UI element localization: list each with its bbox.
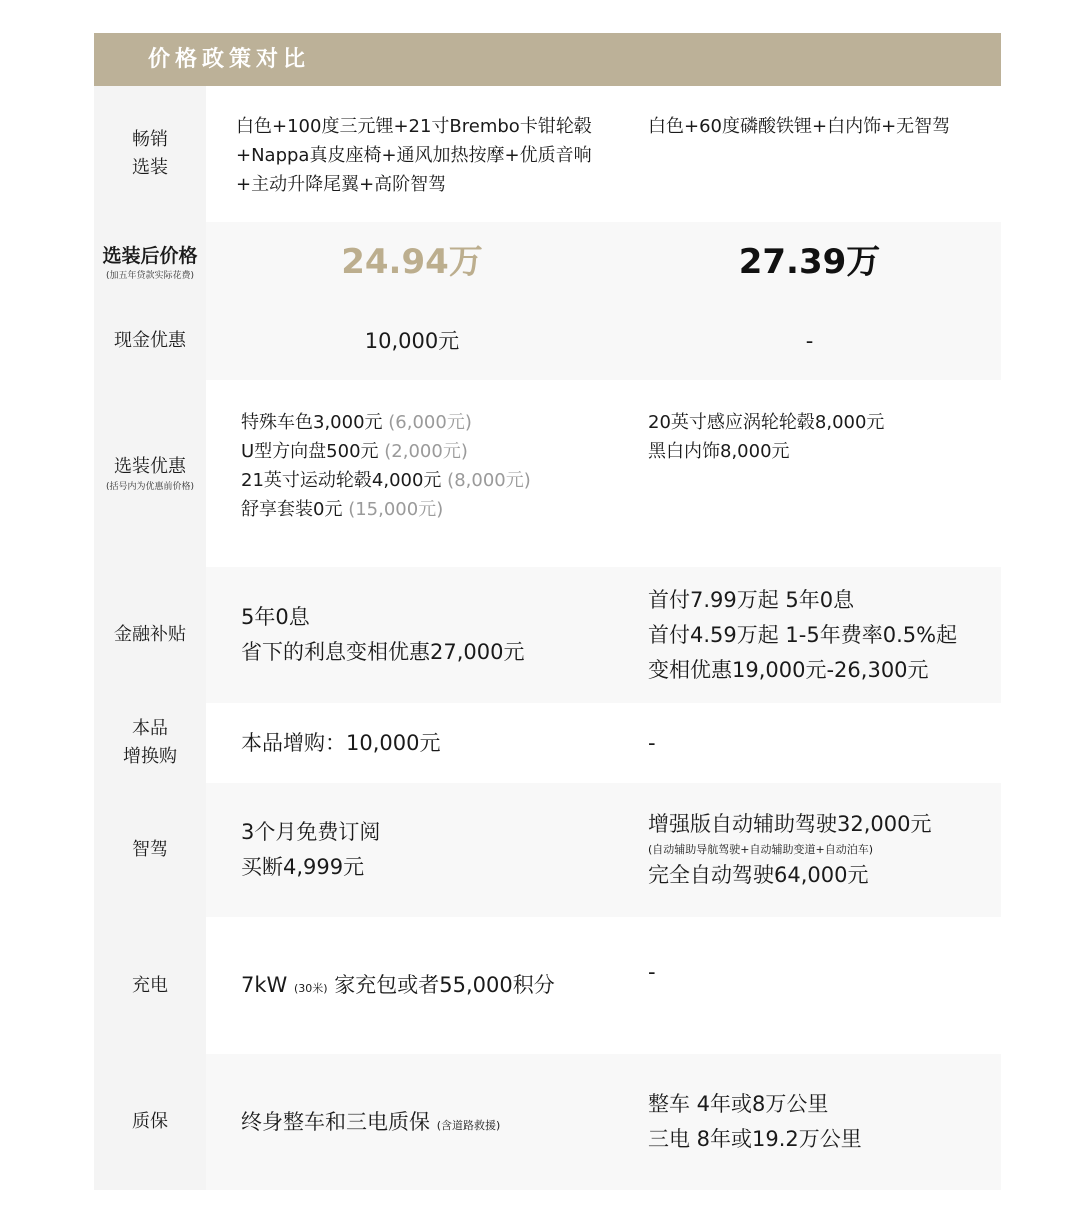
cash-right-value: -	[618, 302, 1001, 380]
charging-right: -	[648, 960, 656, 984]
row-option-discount	[94, 380, 1001, 567]
option-item: 特殊车色3,000元 (6,000元)	[241, 412, 472, 433]
price-right-value: 27.39万	[618, 222, 1001, 302]
popular-left: 白色+100度三元锂+21寸Brembo卡钳轮毂 +Nappa真皮座椅+通风加热按摩+优质音响 +主动升降尾翼+高阶智驾	[236, 116, 592, 195]
tradein-left: 本品增购：10,000元	[241, 730, 441, 755]
label-charging: 充电	[94, 917, 206, 1054]
price-policy-table	[94, 33, 1001, 1190]
row-popular-options	[94, 86, 1001, 222]
option-item: U型方向盘500元 (2,000元)	[241, 441, 468, 462]
option-item: 舒享套装0元 (15,000元)	[241, 499, 444, 520]
table-header	[94, 33, 1001, 86]
row-warranty	[94, 1054, 1001, 1190]
finance-left: 5年0息 省下的利息变相优惠27,000元	[206, 567, 618, 703]
label-adas: 智驾	[94, 783, 206, 917]
option-item: 21英寸运动轮毂4,000元 (8,000元)	[241, 470, 531, 491]
label-trade-in: 本品 增换购	[94, 703, 206, 783]
table-title: 价格政策对比	[148, 47, 311, 72]
label-warranty: 质保	[94, 1054, 206, 1190]
label-cash-discount: 现金优惠	[94, 302, 206, 380]
option-left	[206, 380, 618, 567]
row-trade-in	[94, 703, 1001, 783]
charging-left: 7kW (30米) 家充包或者55,000积分	[241, 973, 555, 997]
tradein-right: -	[648, 730, 656, 755]
adas-right: 增强版自动辅助驾驶32,000元 (自动辅助导航驾驶+自动辅助变道+自动泊车) 完全自动驾驶64,000元	[618, 783, 1001, 917]
finance-right: 首付7.99万起 5年0息 首付4.59万起 1-5年费率0.5%起 变相优惠19,000元-26,300元	[618, 567, 1001, 703]
row-finance	[94, 567, 1001, 703]
warranty-left: 终身整车和三电质保 (含道路救援)	[206, 1054, 618, 1190]
row-price	[94, 222, 1001, 302]
label-option-discount: 选装优惠 (括号内为优惠前价格)	[94, 380, 206, 567]
label-finance: 金融补贴	[94, 567, 206, 703]
label-popular-options: 畅销 选装	[94, 86, 206, 222]
popular-right: 白色+60度磷酸铁锂+白内饰+无智驾	[648, 116, 951, 137]
adas-left: 3个月免费订阅 买断4,999元	[206, 783, 618, 917]
warranty-right: 整车 4年或8万公里 三电 8年或19.2万公里	[618, 1054, 1001, 1190]
cash-left-value: 10,000元	[206, 302, 618, 380]
price-left-value: 24.94万	[206, 222, 618, 302]
option-right: 20英寸感应涡轮轮毂8,000元 黑白内饰8,000元	[648, 412, 885, 462]
row-cash-discount	[94, 302, 1001, 380]
label-price: 选装后价格 (加五年贷款实际花费)	[94, 222, 206, 302]
row-charging	[94, 917, 1001, 1054]
row-adas	[94, 783, 1001, 917]
